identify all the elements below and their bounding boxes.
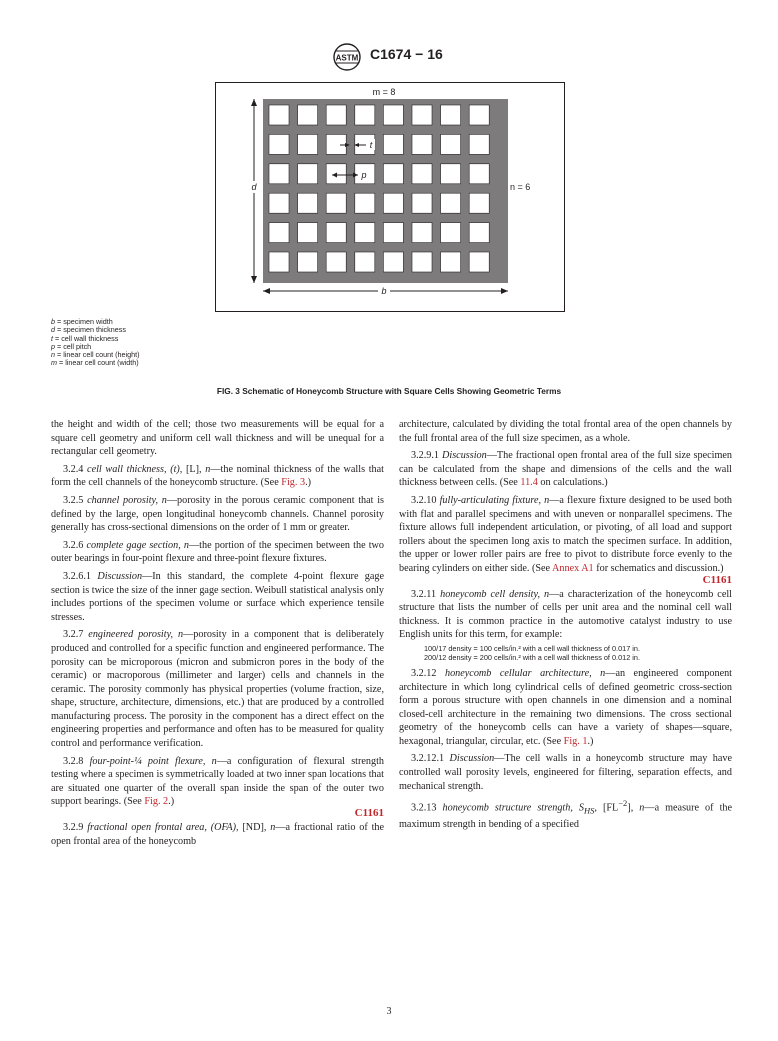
honeycomb-cell [298, 252, 318, 272]
honeycomb-cell [355, 223, 375, 243]
honeycomb-cell [269, 193, 289, 213]
document-title: C1674 − 16 [370, 46, 443, 62]
svg-text:ASTM: ASTM [335, 53, 359, 63]
right-column [399, 418, 732, 836]
honeycomb-cell [298, 223, 318, 243]
figure-legend [51, 318, 140, 368]
honeycomb-diagram [216, 83, 564, 311]
honeycomb-cell [269, 105, 289, 125]
honeycomb-cell [469, 252, 489, 272]
fig1-link[interactable]: Fig. 1 [563, 735, 588, 747]
honeycomb-cell [269, 164, 289, 184]
honeycomb-cell [412, 252, 432, 272]
definition-3-2-6: 3.2.6 complete gage section, n—the portion of the specimen between the two outer bearings in four-point flexure and three-point flexure fixtures. [51, 539, 385, 565]
svg-text:p: p [361, 170, 367, 180]
honeycomb-cell [383, 193, 403, 213]
honeycomb-cell [298, 134, 318, 154]
honeycomb-cell [326, 193, 346, 213]
page-number: 3 [386, 1006, 392, 1017]
honeycomb-cell [383, 134, 403, 154]
honeycomb-cell [355, 193, 375, 213]
honeycomb-cell [355, 252, 375, 272]
legend-item: b = specimen width [51, 317, 113, 326]
c1161-reference-mark: C1161 [702, 573, 732, 586]
honeycomb-cell [383, 223, 403, 243]
honeycomb-cell [469, 164, 489, 184]
example-line: 100/17 density = 100 cells/in.² with a cell wall thickness of 0.017 in. [424, 643, 640, 653]
definition-3-2-10: 3.2.10 fully-articulating fixture, n—a flexure fixture designed to be used both with flat and parallel specimens and with uneven or nonparallel specimens. The fixture allows full independent articulation, or pivoting, of all load and support rollers about the specimen long axis to match the specimen surface. In addition, the upper or lower roller pairs are free to pivot to distribute force evenly to the bearing cylinders on either side. (See Annex A1 for schematics and discussion.) [399, 494, 733, 574]
figure-3-schematic [215, 82, 565, 312]
honeycomb-cell [441, 252, 461, 272]
honeycomb-cell [355, 105, 375, 125]
legend-item: n = linear cell count (height) [51, 350, 140, 360]
definition-3-2-12: 3.2.12 honeycomb cellular architecture, n—an engineered component architecture in which long cylindrical cells of defined geometric cross-section form a porous structure with open channels in one dimension and a nominal closed-cell architecture in the remaining two dimensions. The cross sectional geometry of the honeycomb cells can have a variety of shapes—square, hexagonal, triangular, circular, etc. (See Fig. 1.) [399, 667, 733, 747]
honeycomb-cell [441, 105, 461, 125]
honeycomb-cell [469, 223, 489, 243]
definition-3-2-13: 3.2.13 honeycomb structure strength, $S_{HS}$, $[FL^{-2}]$, n—a measure of the maximum strength in bending of a specified [399, 798, 733, 831]
honeycomb-cell [441, 164, 461, 184]
honeycomb-cell [269, 252, 289, 272]
legend-item: m = linear cell count (width) [51, 358, 139, 368]
honeycomb-cell [269, 223, 289, 243]
discussion-3-2-9-1: 3.2.9.1 Discussion—The fractional open frontal area of the full size specimen can be calculated from the shape and dimensions of the cells and the wall thickness between cells. (See 11.4 on calculations.) [399, 450, 732, 489]
definition-3-2-7: 3.2.7 engineered porosity, n—porosity in a component that is deliberately produced and controlled for a specific function and engineered performance. The porosity can be microporous (micron and submicron pores in the body of the ceramic) or macroporous (millimeter and larger) cells and channels in the ceramic. The porosity commonly has physical properties (volume fraction, size, shape, structure, architecture, dimensions, etc.) that are produced by a controlled manufacturing process. The porosity in the component has a direct effect on the engineering properties and performance and often has to be measured for quality control and performance verification. [51, 629, 384, 750]
section-11-4-link[interactable]: 11.4 [520, 477, 538, 489]
n-label: n = 6 [510, 182, 531, 192]
legend-item: t = cell wall thickness [51, 333, 119, 343]
honeycomb-cell [412, 193, 432, 213]
paragraph: the height and width of the cell; those two measurements will be equal for a square cell geometry and uniform cell wall thickness and will be unequal for a rectangular cell geometry. [51, 419, 384, 458]
example-block [399, 644, 732, 663]
left-column [51, 418, 384, 852]
fig3-link[interactable]: Fig. 3 [281, 477, 306, 489]
paragraph: architecture, calculated by dividing the total frontal area of the open channels by the full frontal area of the full size specimen, as a whole. [399, 419, 732, 444]
fig2-link[interactable]: Fig. 2 [144, 796, 169, 808]
example-line: 200/12 density = 200 cells/in.² with a cell wall thickness of 0.012 in. [424, 653, 640, 663]
honeycomb-cell [269, 134, 289, 154]
legend-item: d = specimen thickness [51, 325, 126, 335]
definition-3-2-8: 3.2.8 four-point-¼ point flexure, n—a configuration of flexural strength testing where a specimen is symmetrically loaded at two inner span locations that are situated one quarter of the overall span inside the span of the outer two support bearings. (See Fig. 2.) [51, 755, 385, 808]
honeycomb-cell [412, 223, 432, 243]
honeycomb-cell [441, 193, 461, 213]
c1161-reference-mark: C1161 [354, 807, 384, 820]
definition-3-2-9: 3.2.9 fractional open frontal area, (OFA), [ND], n—a fractional ratio of the open frontal area of the honeycomb [51, 822, 385, 847]
b-label: b [381, 286, 387, 296]
definition-3-2-4: 3.2.4 cell wall thickness, (t), [L], n—the nominal thickness of the walls that form the cell channels of the honeycomb structure. (See Fig. 3.) [51, 463, 384, 489]
honeycomb-cell [469, 193, 489, 213]
legend-item: p = cell pitch [51, 341, 92, 351]
definition-3-2-11: 3.2.11 honeycomb cell density, n—a characterization of the honeycomb cell structure that lists the number of cells per unit area and the nominal cell wall thickness. It is common practice in the automotive catalyst industry to use English units for this term, for example: [399, 588, 732, 641]
figure-caption: FIG. 3 Schematic of Honeycomb Structure with Square Cells Showing Geometric Terms [216, 386, 562, 396]
honeycomb-cell [469, 134, 489, 154]
honeycomb-cell [412, 105, 432, 125]
honeycomb-cell [326, 105, 346, 125]
honeycomb-cell [412, 134, 432, 154]
honeycomb-cell [383, 164, 403, 184]
honeycomb-cell [298, 164, 318, 184]
discussion-3-2-6-1: 3.2.6.1 Discussion—In this standard, the complete 4-point flexure gage section is twice the size of the inner gage section. Weibull statistical analysis only includes portions of the specimen volume or surface which experience tensile stresses. [51, 570, 385, 623]
astm-logo-icon [330, 42, 364, 77]
honeycomb-cell [326, 134, 346, 154]
honeycomb-cell [383, 252, 403, 272]
m-label: m = 8 [372, 87, 396, 97]
honeycomb-cell [469, 105, 489, 125]
honeycomb-cell [441, 223, 461, 243]
honeycomb-cell [412, 164, 432, 184]
honeycomb-cell [298, 193, 318, 213]
d-label: d [251, 182, 257, 192]
honeycomb-cell [326, 252, 346, 272]
annex-a1-link[interactable]: Annex A1 [552, 562, 594, 574]
honeycomb-cell [441, 134, 461, 154]
svg-text:t: t [369, 140, 373, 150]
honeycomb-cell [383, 105, 403, 125]
honeycomb-cell [298, 105, 318, 125]
definition-3-2-5: 3.2.5 channel porosity, n—porosity in the porous ceramic component that is defined by the large, open longitudinal honeycomb channels. Channel porosity generally has cross-sectional dimensions on the order of 1 mm or greater. [51, 494, 384, 534]
discussion-3-2-12-1: 3.2.12.1 Discussion—The cell walls in a honeycomb structure may have controlled wall porosity levels, engineered for filtering, separation effects, and mechanical strength. [399, 753, 733, 792]
honeycomb-cell [326, 223, 346, 243]
